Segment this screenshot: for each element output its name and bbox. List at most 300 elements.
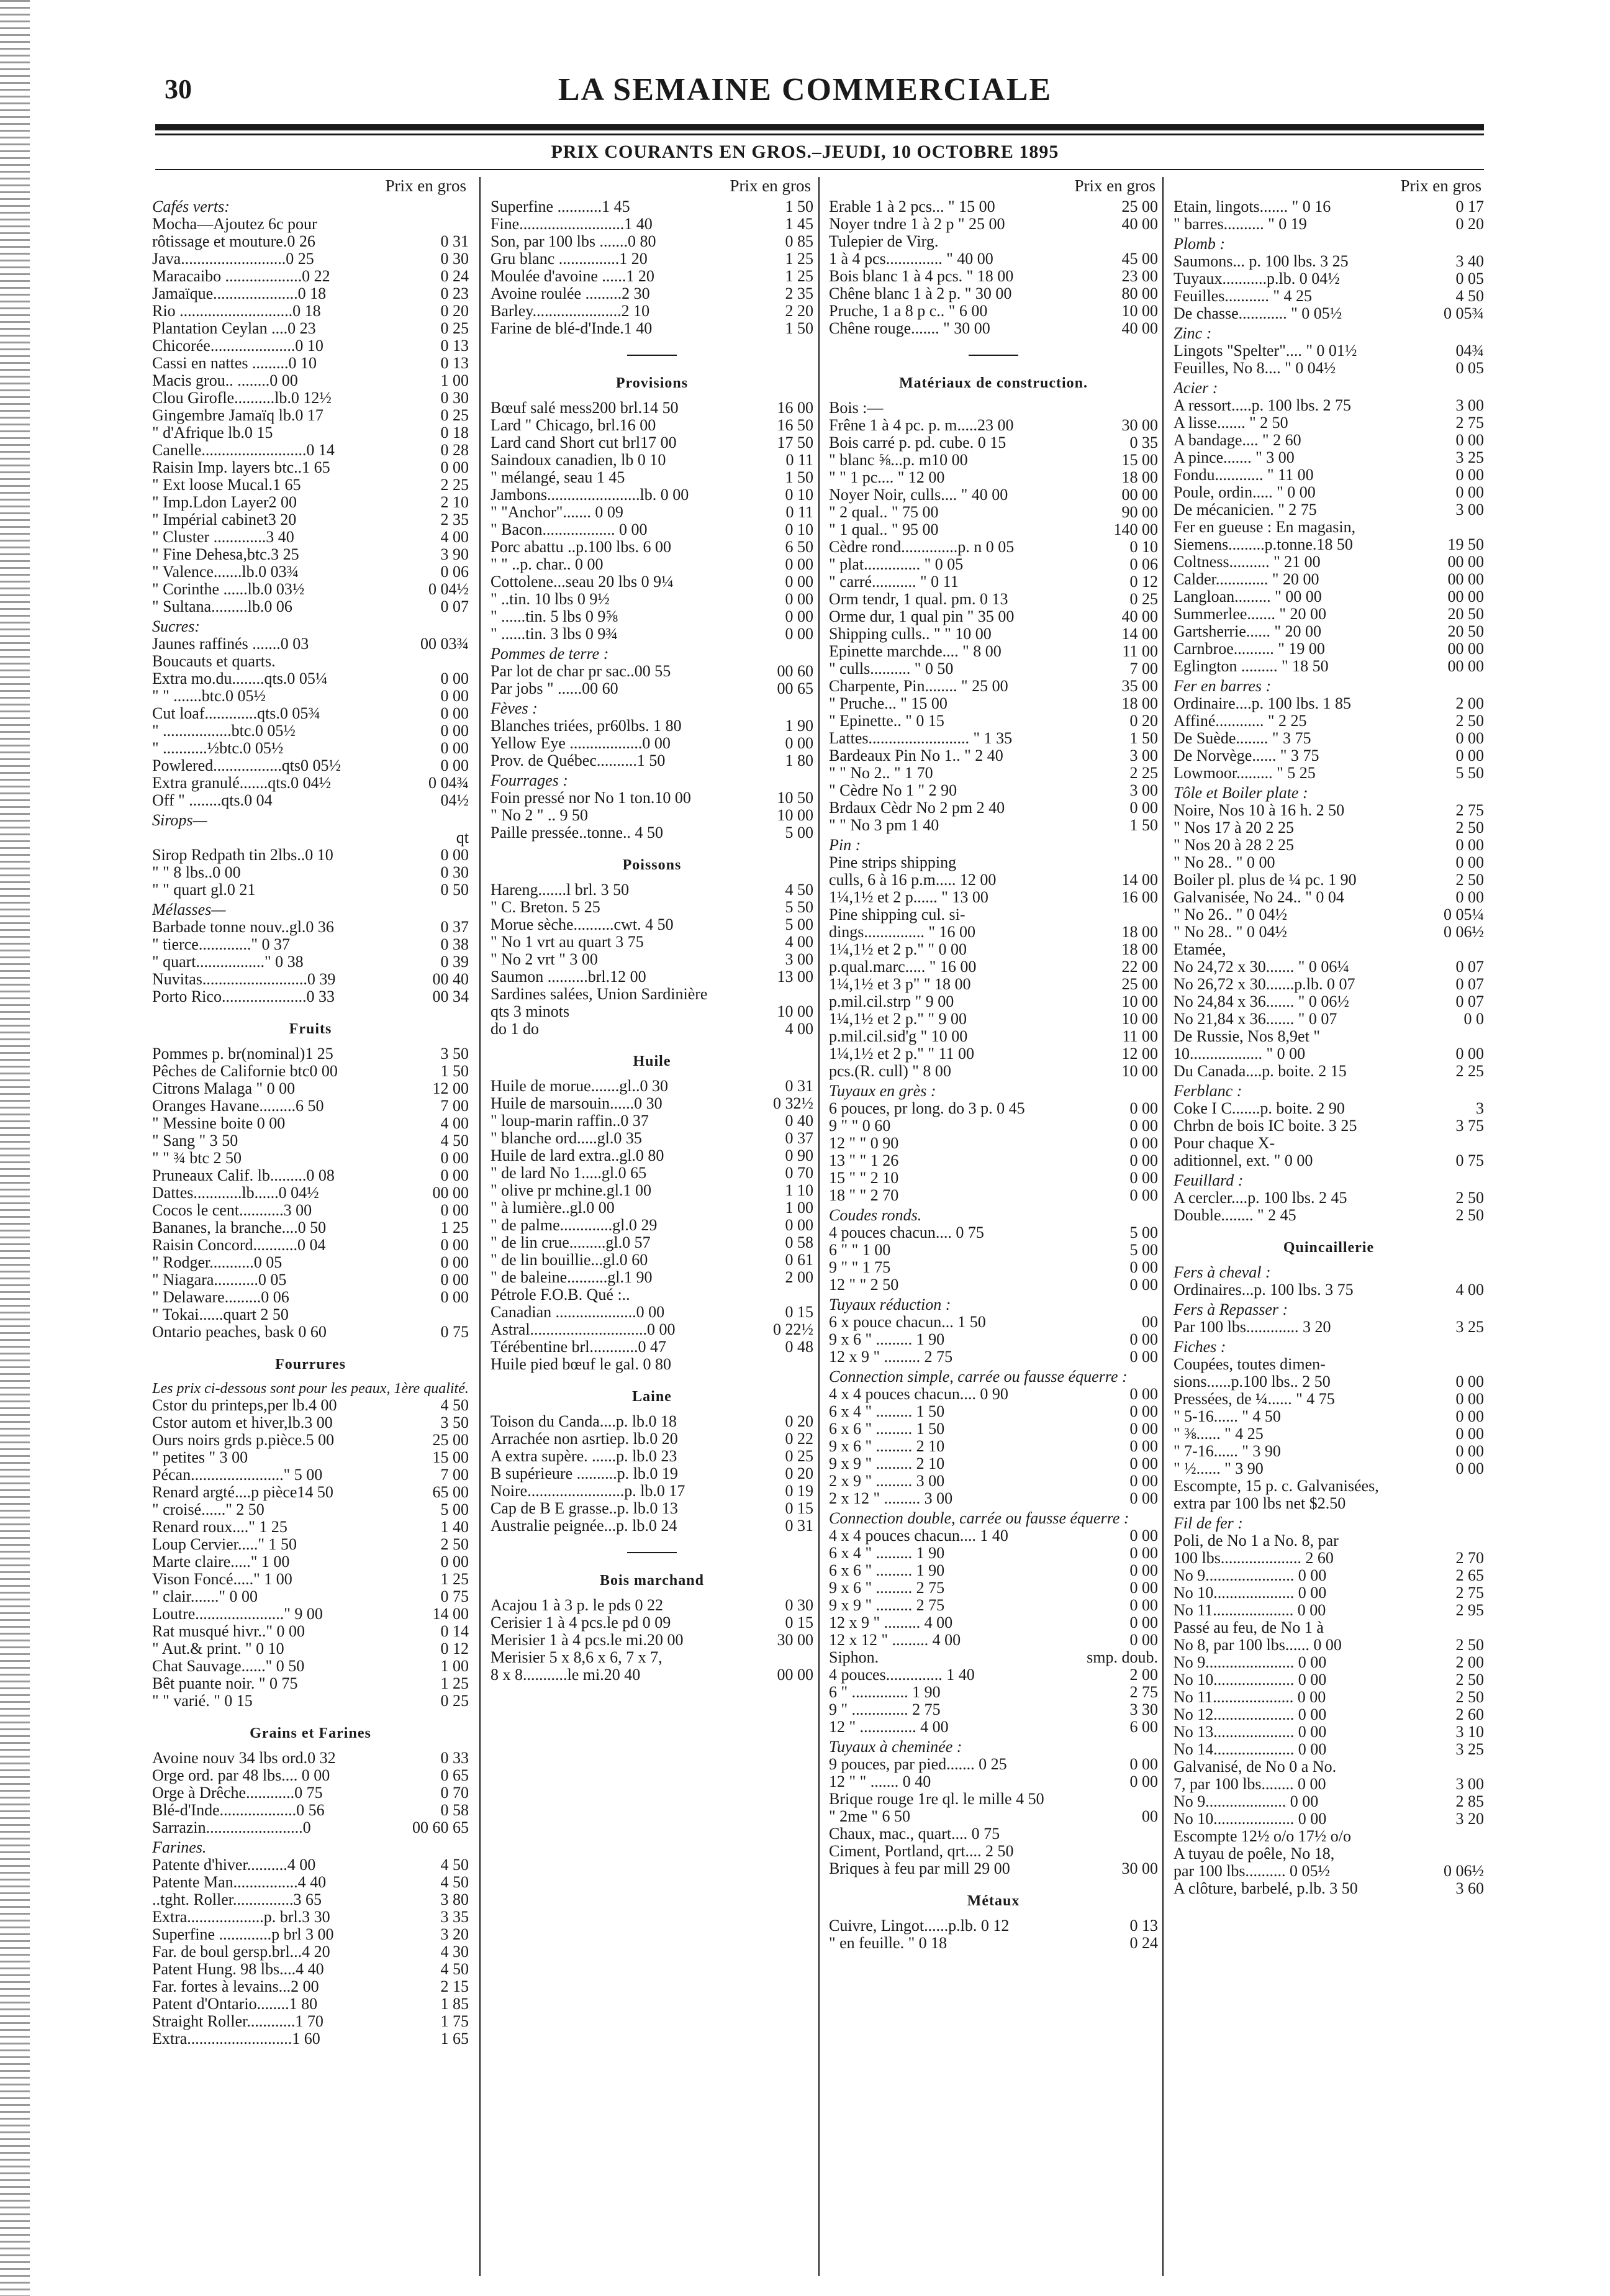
- price-row: [829, 608, 1158, 625]
- price-row: [152, 1658, 469, 1675]
- item-label: Vison Foncé....." 1 00: [152, 1571, 292, 1588]
- item-label: " 7-16...... " 3 90: [1174, 1443, 1281, 1460]
- price-row: [829, 993, 1158, 1010]
- price-row: [491, 320, 813, 337]
- price-row: [829, 1562, 1158, 1579]
- item-price: 3 40: [1455, 253, 1484, 270]
- item-price: 0 10: [1129, 538, 1158, 556]
- item-price: 00 34: [432, 988, 469, 1005]
- price-row: [491, 1338, 813, 1356]
- item-price: 4 30: [440, 1943, 469, 1961]
- item-label: Sardines salées, Union Sardinière: [491, 986, 708, 1003]
- item-price: 0 00: [1455, 1408, 1484, 1425]
- item-price: 1 25: [785, 268, 813, 285]
- item-label: Bêt puante noir. " 0 75: [152, 1675, 298, 1692]
- column-header: Prix en gros: [1074, 177, 1155, 195]
- item-price: 0 90: [785, 1147, 813, 1164]
- item-label: A lisse....... " 2 50: [1174, 414, 1288, 432]
- price-row: [152, 1306, 469, 1323]
- price-row: [1174, 484, 1484, 501]
- item-price: 1 50: [785, 320, 813, 337]
- price-row: [1174, 1373, 1484, 1391]
- price-row: [491, 1164, 813, 1182]
- item-label: 18 " " 2 70: [829, 1187, 899, 1204]
- item-price: 10 00: [1121, 993, 1158, 1010]
- item-price: 0 00: [1129, 1420, 1158, 1438]
- price-row: [152, 1432, 469, 1449]
- item-label: " Imp.Ldon Layer2 00: [152, 494, 297, 511]
- item-label: Noire, Nos 10 à 16 h. 2 50: [1174, 802, 1345, 819]
- item-label: Moulée d'avoine ......1 20: [491, 268, 654, 285]
- item-price: 16 00: [777, 399, 813, 417]
- price-row: [152, 670, 469, 687]
- item-label: Coltness.......... " 21 00: [1174, 553, 1321, 571]
- item-price: 14 00: [1121, 625, 1158, 643]
- price-row: [829, 1420, 1158, 1438]
- item-label: Chêne blanc 1 à 2 p. " 30 00: [829, 285, 1012, 302]
- price-row: [1174, 1135, 1484, 1152]
- item-price: 16 00: [1121, 889, 1158, 906]
- price-row: [829, 1756, 1158, 1773]
- item-price: 0 61: [785, 1251, 813, 1269]
- item-price: 0 00: [1129, 1773, 1158, 1790]
- item-price: 0 06: [1129, 556, 1158, 573]
- item-price: 3 20: [440, 1926, 469, 1943]
- item-price: 0 00: [1455, 837, 1484, 854]
- item-price: 22 00: [1121, 958, 1158, 976]
- price-row: [152, 302, 469, 320]
- item-label: do 1 do: [491, 1020, 539, 1038]
- item-label: Loup Cervier....." 1 50: [152, 1536, 297, 1553]
- item-price: 0 00: [1455, 1443, 1484, 1460]
- item-price: 2 50: [1455, 1207, 1484, 1224]
- price-row: [1174, 1189, 1484, 1207]
- item-price: 1 50: [785, 198, 813, 216]
- price-row: [829, 1825, 1158, 1843]
- price-row: [152, 1150, 469, 1167]
- item-price: 0 20: [1455, 216, 1484, 233]
- item-price: 3 00: [785, 951, 813, 968]
- item-label: Cuivre, Lingot......p.lb. 0 12: [829, 1917, 1010, 1935]
- item-label: " "Anchor"....... 0 09: [491, 504, 623, 521]
- item-price: 5 50: [785, 899, 813, 916]
- price-row: [829, 1860, 1158, 1877]
- item-label: " " .......btc.0 05½: [152, 687, 266, 705]
- price-row: [1174, 1671, 1484, 1689]
- item-label: Cerisier 1 à 4 pcs.le pd 0 09: [491, 1614, 671, 1631]
- item-label: 12 " .............. 4 00: [829, 1718, 949, 1736]
- price-row: [491, 573, 813, 591]
- price-row: [152, 1802, 469, 1819]
- item-price: 0 13: [440, 337, 469, 355]
- item-label: Nuvitas..........................0 39: [152, 971, 336, 988]
- item-price: 3 35: [440, 1908, 469, 1926]
- price-row: [1174, 414, 1484, 432]
- item-label: Cut loaf.............qts.0 05¾: [152, 705, 320, 722]
- item-price: [1480, 1028, 1484, 1045]
- item-label: Langloan......... " 00 00: [1174, 588, 1322, 606]
- price-row: [152, 705, 469, 722]
- price-row: [829, 1224, 1158, 1241]
- item-price: 0 40: [785, 1112, 813, 1130]
- item-label: Rat musqué hivr.." 0 00: [152, 1623, 305, 1640]
- subsection-heading: Tôle et Boiler plate :: [1174, 784, 1308, 802]
- price-row: [152, 1271, 469, 1289]
- price-row: [829, 233, 1158, 250]
- price-row: [152, 1449, 469, 1466]
- item-price: [810, 986, 813, 1003]
- item-label: Coke I C.......p. boite. 2 90: [1174, 1100, 1345, 1117]
- item-label: Passé au feu, de No 1 à: [1174, 1619, 1324, 1636]
- item-price: [1480, 1532, 1484, 1550]
- section-heading: Métaux: [967, 1893, 1020, 1909]
- item-label: 100 lbs.................... 2 60: [1174, 1550, 1334, 1567]
- price-row: [829, 1331, 1158, 1348]
- item-label: Lard " Chicago, brl.16 00: [491, 417, 656, 434]
- price-row: [152, 1536, 469, 1553]
- item-label: " No 2 " .. 9 50: [491, 807, 589, 824]
- item-price: [465, 653, 469, 670]
- price-row: [1174, 1532, 1484, 1550]
- item-price: 00 00: [1447, 658, 1484, 675]
- price-row: [491, 434, 813, 451]
- item-price: 0 00: [440, 1553, 469, 1571]
- item-price: 0 00: [440, 705, 469, 722]
- newspaper-title: LA SEMAINE COMMERCIALE: [558, 72, 1052, 107]
- item-price: 0 75: [1455, 1152, 1484, 1169]
- item-price: 0 00: [1129, 1386, 1158, 1403]
- item-price: 2 00: [1455, 695, 1484, 712]
- item-price: 0 00: [440, 1236, 469, 1254]
- price-row: [829, 976, 1158, 993]
- subsection-heading: Fer en barres :: [1174, 677, 1272, 695]
- item-label: " " varié. " 0 15: [152, 1692, 253, 1710]
- item-price: 0 39: [440, 953, 469, 971]
- item-price: 4 50: [440, 1132, 469, 1150]
- item-label: Cocos le cent...........3 00: [152, 1202, 312, 1219]
- price-row: [1174, 1408, 1484, 1425]
- item-label: Cstor autom et hiver,lb.3 00: [152, 1414, 333, 1432]
- item-price: 0 22: [785, 1430, 813, 1448]
- item-label: De Russie, Nos 8,9et ": [1174, 1028, 1320, 1045]
- item-price: 0 28: [440, 442, 469, 459]
- item-price: 00 65: [777, 680, 813, 697]
- item-price: 5 00: [785, 824, 813, 842]
- price-row: [829, 1314, 1158, 1331]
- item-price: 20 50: [1447, 623, 1484, 640]
- item-label: Saumon ..........brl.12 00: [491, 968, 646, 986]
- item-label: Patent d'Ontario........1 80: [152, 1995, 318, 2013]
- subsection-heading: Pommes de terre :: [491, 645, 609, 663]
- item-price: 0 37: [785, 1130, 813, 1147]
- item-price: 0 00: [785, 573, 813, 591]
- item-price: 11 00: [1122, 1028, 1158, 1045]
- item-price: 0 07: [440, 598, 469, 615]
- price-row: [1174, 1391, 1484, 1408]
- item-price: 0 20: [785, 1413, 813, 1430]
- item-price: 0 18: [440, 424, 469, 442]
- item-price: [1154, 906, 1158, 923]
- price-row: [1174, 1584, 1484, 1602]
- item-label: Australie peignée...p. lb.0 24: [491, 1517, 677, 1535]
- subsection-heading: Fers à cheval :: [1174, 1263, 1271, 1281]
- item-label: " Fine Dehesa,btc.3 25: [152, 546, 299, 563]
- price-row: [152, 476, 469, 494]
- item-label: " à lumière..gl.0 00: [491, 1199, 615, 1217]
- price-row: [829, 1028, 1158, 1045]
- item-label: Farine de blé-d'Inde.1 40: [491, 320, 653, 337]
- price-row: [1174, 432, 1484, 449]
- item-price: 0 31: [785, 1517, 813, 1535]
- item-label: Sirop Redpath tin 2lbs..0 10: [152, 846, 333, 864]
- price-row: [829, 469, 1158, 486]
- price-row: [491, 1448, 813, 1465]
- price-row: [829, 1631, 1158, 1649]
- item-price: [1154, 399, 1158, 417]
- price-row: [491, 233, 813, 250]
- price-row: [1174, 270, 1484, 288]
- item-label: " quart................." 0 38: [152, 953, 304, 971]
- price-row: [152, 846, 469, 864]
- item-price: 1 75: [440, 2013, 469, 2030]
- item-label: " " ..p. char.. 0 00: [491, 556, 604, 573]
- section-divider: [627, 1552, 677, 1553]
- item-label: p.qual.marc..... " 16 00: [829, 958, 977, 976]
- item-price: 1 00: [440, 372, 469, 389]
- item-price: 16 50: [777, 417, 813, 434]
- price-row: [152, 864, 469, 881]
- item-price: 0 15: [785, 1304, 813, 1321]
- item-label: Saindoux canadien, lb 0 10: [491, 451, 666, 469]
- price-row: [491, 538, 813, 556]
- item-label: " " quart gl.0 21: [152, 881, 256, 899]
- item-price: 0 32½: [773, 1095, 813, 1112]
- item-price: 1 80: [785, 752, 813, 769]
- price-row: [829, 434, 1158, 451]
- price-row: [152, 1978, 469, 1995]
- price-row: [1174, 941, 1484, 958]
- subsection-heading: Zinc :: [1174, 324, 1212, 342]
- item-price: 4 00: [785, 933, 813, 951]
- price-column-2: [491, 177, 813, 2276]
- item-label: No 11.................... 0 00: [1174, 1602, 1326, 1619]
- item-label: 2 x 12 " ......... 3 00: [829, 1490, 953, 1507]
- item-price: 0 00: [440, 1271, 469, 1289]
- price-row: [152, 740, 469, 757]
- item-label: Erable 1 à 2 pcs... " 15 00: [829, 198, 995, 216]
- item-label: Avoine roulée .........2 30: [491, 285, 650, 302]
- price-row: [491, 1649, 813, 1666]
- item-price: 15 00: [432, 1449, 469, 1466]
- price-row: [491, 1234, 813, 1251]
- item-label: Lowmoor......... " 5 25: [1174, 765, 1316, 782]
- price-row: [152, 1891, 469, 1908]
- price-row: [491, 1020, 813, 1038]
- price-row: [1174, 449, 1484, 466]
- item-label: Barbade tonne nouv..gl.0 36: [152, 919, 334, 936]
- subsection-heading: Pin :: [829, 836, 861, 854]
- price-row: [152, 635, 469, 653]
- item-label: 9 x 9 " ......... 2 75: [829, 1597, 945, 1614]
- item-label: 6 " " 1 00: [829, 1241, 891, 1259]
- price-row: [829, 747, 1158, 765]
- price-row: [152, 1908, 469, 1926]
- item-label: " Niagara...........0 05: [152, 1271, 287, 1289]
- item-label: Patent Hung. 98 lbs....4 40: [152, 1961, 324, 1978]
- item-label: Straight Roller............1 70: [152, 2013, 323, 2030]
- item-price: 0 00: [1455, 466, 1484, 484]
- price-row: [152, 1063, 469, 1080]
- item-label: De chasse............ " 0 05½: [1174, 305, 1342, 322]
- item-label: Par lot de char pr sac..00 55: [491, 663, 671, 680]
- item-price: 15 00: [1121, 451, 1158, 469]
- price-row: [491, 1321, 813, 1338]
- price-row: [152, 757, 469, 774]
- price-row: [152, 233, 469, 250]
- item-price: 19 50: [1447, 536, 1484, 553]
- item-label: Patente d'hiver..........4 00: [152, 1856, 316, 1874]
- item-label: " de lard No 1.....gl.0 65: [491, 1164, 647, 1182]
- item-price: 0 30: [785, 1597, 813, 1614]
- item-label: Huile de marsouin......0 30: [491, 1095, 663, 1112]
- item-price: 0 20: [440, 302, 469, 320]
- price-row: [829, 1790, 1158, 1808]
- price-row: [1174, 802, 1484, 819]
- item-label: Extra mo.du........qts.0 05¼: [152, 670, 328, 687]
- price-row: [491, 250, 813, 268]
- item-price: 00 00: [1447, 588, 1484, 606]
- item-price: 04½: [440, 792, 469, 809]
- item-price: 0 11: [785, 451, 813, 469]
- item-label: " 5-16...... " 4 50: [1174, 1408, 1281, 1425]
- price-row: [829, 1117, 1158, 1135]
- item-label: " Pruche... " 15 00: [829, 695, 947, 712]
- item-price: 1 90: [785, 717, 813, 735]
- price-row: [491, 717, 813, 735]
- price-row: [829, 1773, 1158, 1790]
- item-label: Pruneaux Calif. lb.........0 08: [152, 1167, 335, 1184]
- item-price: 0 06½: [1444, 923, 1484, 941]
- price-row: [152, 1571, 469, 1588]
- price-row: [1174, 837, 1484, 854]
- item-label: Ordinaires...p. 100 lbs. 3 75: [1174, 1281, 1354, 1299]
- item-price: 00 00: [1447, 640, 1484, 658]
- item-label: Dattes............lb......0 04½: [152, 1184, 319, 1202]
- price-row: [491, 1286, 813, 1304]
- item-price: 1 45: [785, 216, 813, 233]
- item-label: Foin pressé nor No 1 ton.10 00: [491, 789, 691, 807]
- item-price: 00 00: [777, 1666, 813, 1684]
- price-row: [152, 355, 469, 372]
- item-label: Eglington ......... " 18 50: [1174, 658, 1329, 675]
- item-price: 0 00: [1455, 1460, 1484, 1477]
- price-row: [491, 1217, 813, 1234]
- item-label: Ontario peaches, bask 0 60: [152, 1323, 327, 1341]
- price-row: [1174, 976, 1484, 993]
- item-price: 30 00: [1121, 1860, 1158, 1877]
- price-row: [491, 824, 813, 842]
- item-price: 0 00: [440, 687, 469, 705]
- item-price: 4 50: [440, 1874, 469, 1891]
- item-price: [1480, 1135, 1484, 1152]
- item-label: 6 x 6 " ......... 1 50: [829, 1420, 945, 1438]
- item-price: 4 50: [440, 1856, 469, 1874]
- item-price: 0 00: [1129, 1117, 1158, 1135]
- item-price: 0 25: [440, 320, 469, 337]
- item-price: 0 00: [1455, 484, 1484, 501]
- item-label: 1¼,1½ et 2 p." " 11 00: [829, 1045, 975, 1063]
- item-price: 80 00: [1121, 285, 1158, 302]
- item-price: 18 00: [1121, 941, 1158, 958]
- item-price: [1480, 941, 1484, 958]
- price-row: [152, 722, 469, 740]
- item-price: 00 00: [1447, 571, 1484, 588]
- item-label: " ......tin. 3 lbs 0 9¾: [491, 625, 618, 643]
- price-row: [152, 581, 469, 598]
- price-row: [1174, 1117, 1484, 1135]
- item-price: [1480, 1758, 1484, 1776]
- item-label: " blanche ord.....gl.0 35: [491, 1130, 642, 1147]
- item-price: [1480, 1477, 1484, 1495]
- item-label: Fer en gueuse : En magasin,: [1174, 519, 1356, 536]
- item-price: 2 50: [1455, 1671, 1484, 1689]
- item-price: 2 20: [785, 302, 813, 320]
- item-label: Maracaibo ...................0 22: [152, 268, 330, 285]
- price-row: [829, 1241, 1158, 1259]
- item-price: 1 50: [1129, 730, 1158, 747]
- item-label: Galvanisée, No 24.. " 0 04: [1174, 889, 1344, 906]
- price-row: [1174, 342, 1484, 360]
- item-label: dings............... " 16 00: [829, 923, 975, 941]
- price-row: [829, 486, 1158, 504]
- item-label: 4 pouces chacun.... 0 75: [829, 1224, 984, 1241]
- item-label: par 100 lbs.......... 0 05½: [1174, 1863, 1331, 1880]
- item-price: 2 10: [440, 494, 469, 511]
- item-price: 2 00: [1129, 1666, 1158, 1684]
- price-row: [491, 1500, 813, 1517]
- price-row: [152, 389, 469, 407]
- price-row: [829, 1527, 1158, 1545]
- item-label: Siemens.........p.tonne.18 50: [1174, 536, 1353, 553]
- item-label: " Nos 20 à 28 2 25: [1174, 837, 1295, 854]
- price-row: [1174, 1010, 1484, 1028]
- price-row: [829, 625, 1158, 643]
- item-price: [1154, 854, 1158, 871]
- price-row: [152, 1236, 469, 1254]
- item-label: Blé-d'Inde...................0 56: [152, 1802, 325, 1819]
- item-label: No 14.................... 0 00: [1174, 1741, 1327, 1758]
- item-label: Merisier 5 x 8,6 x 6, 7 x 7,: [491, 1649, 663, 1666]
- item-price: 0 24: [1129, 1935, 1158, 1952]
- price-row: [1174, 712, 1484, 730]
- item-price: 0 15: [785, 1500, 813, 1517]
- item-price: 0 00: [440, 1167, 469, 1184]
- item-price: 0 00: [440, 722, 469, 740]
- header-rule-thin: [155, 134, 1484, 135]
- price-row: [829, 906, 1158, 923]
- price-row: [491, 1269, 813, 1286]
- item-price: 0 00: [1129, 1631, 1158, 1649]
- price-row: [1174, 1810, 1484, 1828]
- item-price: 40 00: [1121, 608, 1158, 625]
- item-price: 0 00: [1129, 1597, 1158, 1614]
- price-row: [829, 660, 1158, 678]
- price-row: [1174, 397, 1484, 414]
- item-price: 18 00: [1121, 923, 1158, 941]
- price-row: [152, 881, 469, 899]
- item-label: Macis grou.. ........0 00: [152, 372, 298, 389]
- item-label: Off " ........qts.0 04: [152, 792, 273, 809]
